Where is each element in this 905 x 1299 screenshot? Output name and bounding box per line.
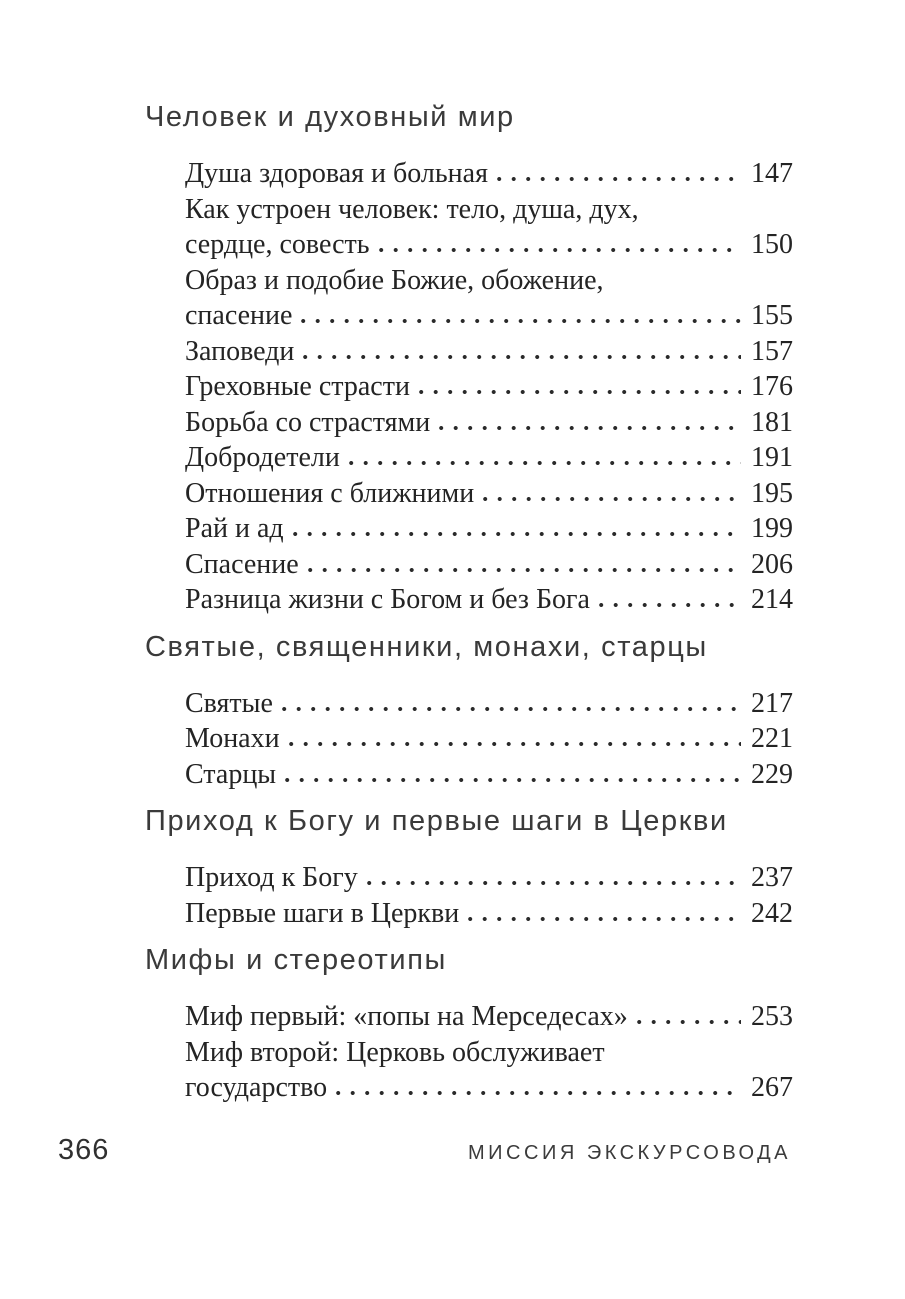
toc-entry bbox=[185, 334, 793, 370]
toc-entry bbox=[185, 369, 793, 405]
toc-section bbox=[145, 805, 793, 931]
entry-page-number: 217 bbox=[751, 687, 793, 719]
dot-leader bbox=[367, 880, 741, 886]
entry-page-number: 155 bbox=[751, 300, 793, 331]
entry-title: Разница жизни с Богом и без Бога bbox=[185, 584, 590, 615]
toc-entry bbox=[185, 860, 793, 896]
entry-page-number: 206 bbox=[751, 548, 793, 580]
entry-title: Монахи bbox=[185, 723, 280, 754]
dot-leader bbox=[637, 1019, 741, 1025]
dot-leader bbox=[303, 354, 741, 360]
entry-page-number: 229 bbox=[751, 758, 793, 790]
dot-leader bbox=[293, 531, 741, 537]
entry-page-number: 157 bbox=[751, 335, 793, 367]
dot-leader bbox=[379, 247, 741, 253]
toc-section bbox=[145, 101, 793, 618]
toc-entry bbox=[185, 156, 793, 192]
entry-title: Борьба со страстями bbox=[185, 406, 431, 438]
toc-section bbox=[145, 944, 793, 1106]
entry-title: Святые bbox=[185, 687, 273, 719]
entry-title: Приход к Богу bbox=[185, 862, 358, 893]
dot-leader bbox=[308, 567, 741, 573]
dot-leader bbox=[419, 389, 741, 395]
dot-leader bbox=[282, 706, 741, 712]
entry-page-number: 176 bbox=[751, 371, 793, 402]
page-footer bbox=[58, 1134, 791, 1167]
section-heading: Мифы и стереотипы bbox=[145, 944, 447, 976]
entry-page-number: 242 bbox=[751, 897, 793, 929]
dot-leader bbox=[336, 1090, 741, 1096]
dot-leader bbox=[439, 425, 741, 431]
toc-entry bbox=[185, 511, 793, 547]
dot-leader bbox=[497, 176, 741, 182]
entry-title-continued: спасение bbox=[185, 300, 293, 331]
dot-leader bbox=[483, 496, 741, 502]
toc-entry bbox=[185, 757, 793, 793]
toc-entry bbox=[185, 192, 793, 263]
dot-leader bbox=[301, 318, 741, 324]
entry-page-number: 237 bbox=[751, 862, 793, 893]
entry-page-number: 147 bbox=[751, 158, 793, 189]
entry-page-number: 214 bbox=[751, 584, 793, 615]
entry-title: Миф второй: Церковь обслуживает bbox=[185, 1036, 605, 1068]
entry-title: Как устроен человек: тело, душа, дух, bbox=[185, 193, 639, 225]
running-title: МИССИЯ ЭКСКУРСОВОДА bbox=[468, 1142, 791, 1164]
entry-title-continued: сердце, совесть bbox=[185, 229, 370, 260]
dot-leader bbox=[289, 741, 741, 747]
toc-entry bbox=[185, 547, 793, 583]
dot-leader bbox=[599, 602, 741, 608]
toc-section bbox=[145, 631, 793, 793]
entry-title: Добродетели bbox=[185, 442, 340, 473]
section-heading: Человек и духовный мир bbox=[145, 101, 515, 133]
entry-page-number: 191 bbox=[751, 442, 793, 473]
dot-leader bbox=[468, 916, 741, 922]
entry-page-number: 150 bbox=[751, 229, 793, 260]
table-of-contents bbox=[145, 101, 793, 1106]
section-heading: Святые, священники, монахи, старцы bbox=[145, 630, 708, 663]
toc-entry bbox=[185, 721, 793, 757]
toc-entry bbox=[185, 1035, 793, 1106]
toc-entry bbox=[185, 405, 793, 441]
section-entries bbox=[185, 686, 793, 793]
section-heading: Приход к Богу и первые шаги в Церкви bbox=[145, 805, 728, 837]
section-entries bbox=[185, 860, 793, 931]
section-entries bbox=[185, 999, 793, 1106]
entry-title: Греховные страсти bbox=[185, 371, 410, 402]
entry-page-number: 221 bbox=[751, 723, 793, 754]
entry-page-number: 253 bbox=[751, 1001, 793, 1032]
toc-entry bbox=[185, 999, 793, 1035]
folio-page-number: 366 bbox=[58, 1134, 110, 1166]
entry-page-number: 181 bbox=[751, 406, 793, 438]
entry-title: Отношения с ближними bbox=[185, 477, 475, 509]
entry-page-number: 267 bbox=[751, 1072, 793, 1103]
entry-title: Старцы bbox=[185, 758, 277, 790]
toc-entry bbox=[185, 476, 793, 512]
entry-title: Первые шаги в Церкви bbox=[185, 897, 460, 929]
dot-leader bbox=[285, 777, 741, 783]
toc-entry bbox=[185, 582, 793, 618]
entry-title: Рай и ад bbox=[185, 513, 284, 544]
entry-title-continued: государство bbox=[185, 1072, 328, 1103]
entry-title: Душа здоровая и больная bbox=[185, 158, 488, 189]
toc-entry bbox=[185, 440, 793, 476]
entry-title: Миф первый: «попы на Мерседесах» bbox=[185, 1001, 628, 1032]
entry-page-number: 195 bbox=[751, 477, 793, 509]
entry-title: Спасение bbox=[185, 548, 299, 580]
entry-page-number: 199 bbox=[751, 513, 793, 544]
toc-entry bbox=[185, 263, 793, 334]
entry-title: Образ и подобие Божие, обожение, bbox=[185, 264, 604, 296]
toc-entry bbox=[185, 896, 793, 932]
dot-leader bbox=[349, 460, 741, 466]
section-entries bbox=[185, 156, 793, 618]
entry-title: Заповеди bbox=[185, 335, 295, 367]
toc-entry bbox=[185, 686, 793, 722]
